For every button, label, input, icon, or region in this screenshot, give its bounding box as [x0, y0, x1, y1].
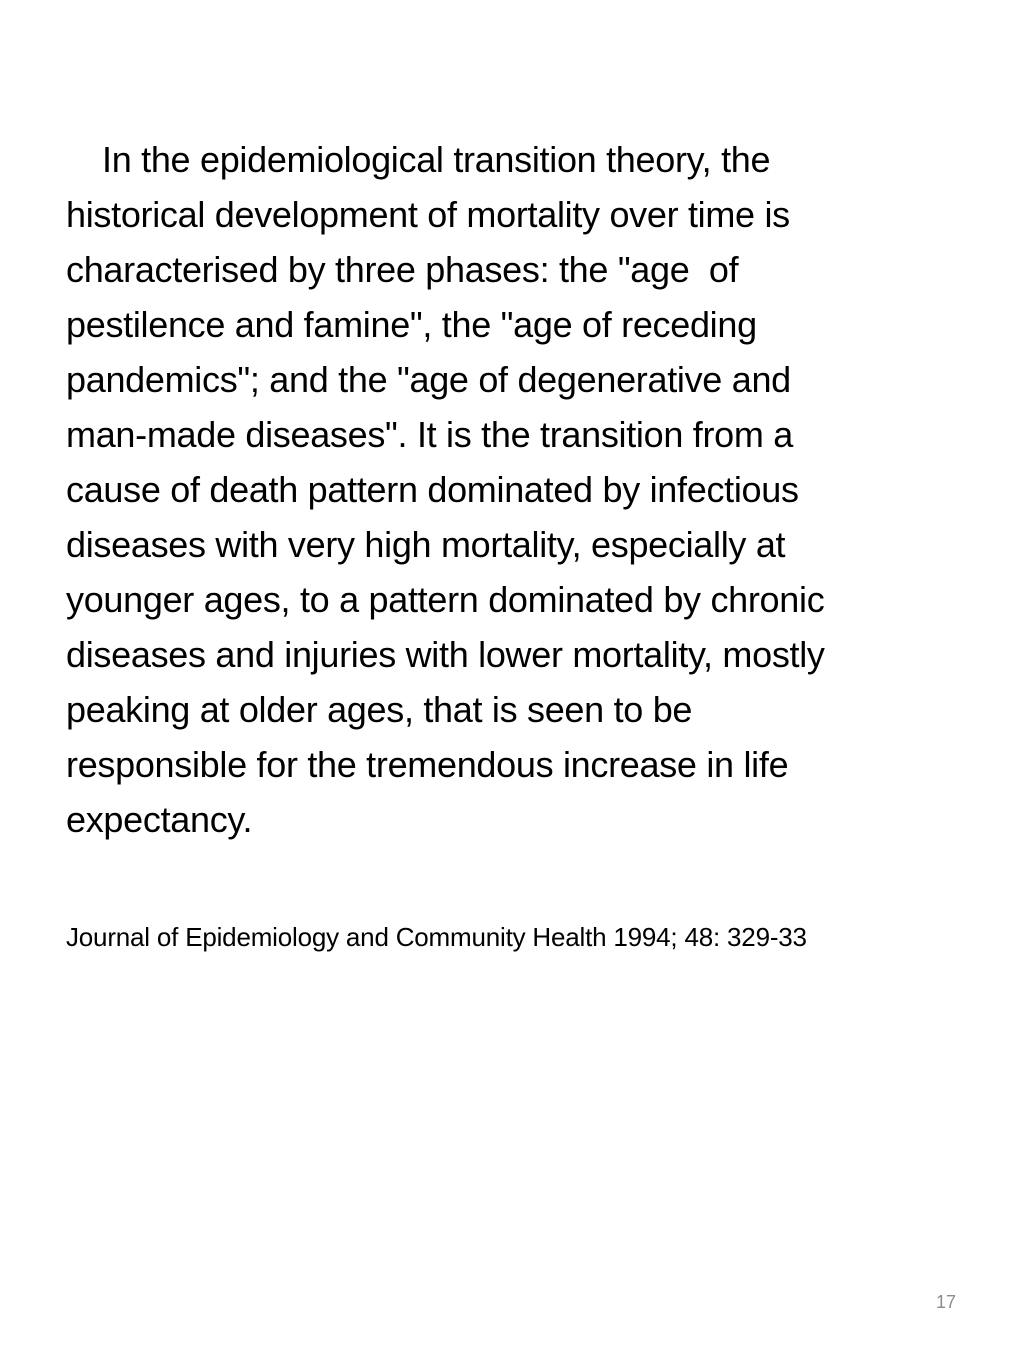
paragraph-line: historical development of mortality over time is [66, 194, 790, 235]
paragraph-line: man-made diseases". It is the transition from a [66, 414, 793, 455]
body-paragraph [66, 132, 996, 847]
paragraph-line: peaking at older ages, that is seen to be [66, 689, 693, 730]
paragraph-line: diseases with very high mortality, especially at [66, 524, 786, 565]
paragraph-line: pestilence and famine", the "age of receding [66, 304, 757, 345]
slide-number: 17 [936, 1292, 957, 1312]
paragraph-line: cause of death pattern dominated by infectious [66, 469, 799, 510]
paragraph-line: diseases and injuries with lower mortality, mostly [66, 634, 825, 675]
paragraph-line: characterised by three phases: the "age of [66, 249, 739, 290]
paragraph-line: pandemics"; and the "age of degenerative and [66, 359, 791, 400]
paragraph-line: expectancy. [66, 799, 253, 840]
paragraph-line: younger ages, to a pattern dominated by chronic [66, 579, 825, 620]
paragraph-line: responsible for the tremendous increase in life [66, 744, 789, 785]
paragraph-line: In the epidemiological transition theory, the [102, 139, 771, 180]
citation: Journal of Epidemiology and Community Health 1994; 48: 329-33 [66, 922, 807, 952]
